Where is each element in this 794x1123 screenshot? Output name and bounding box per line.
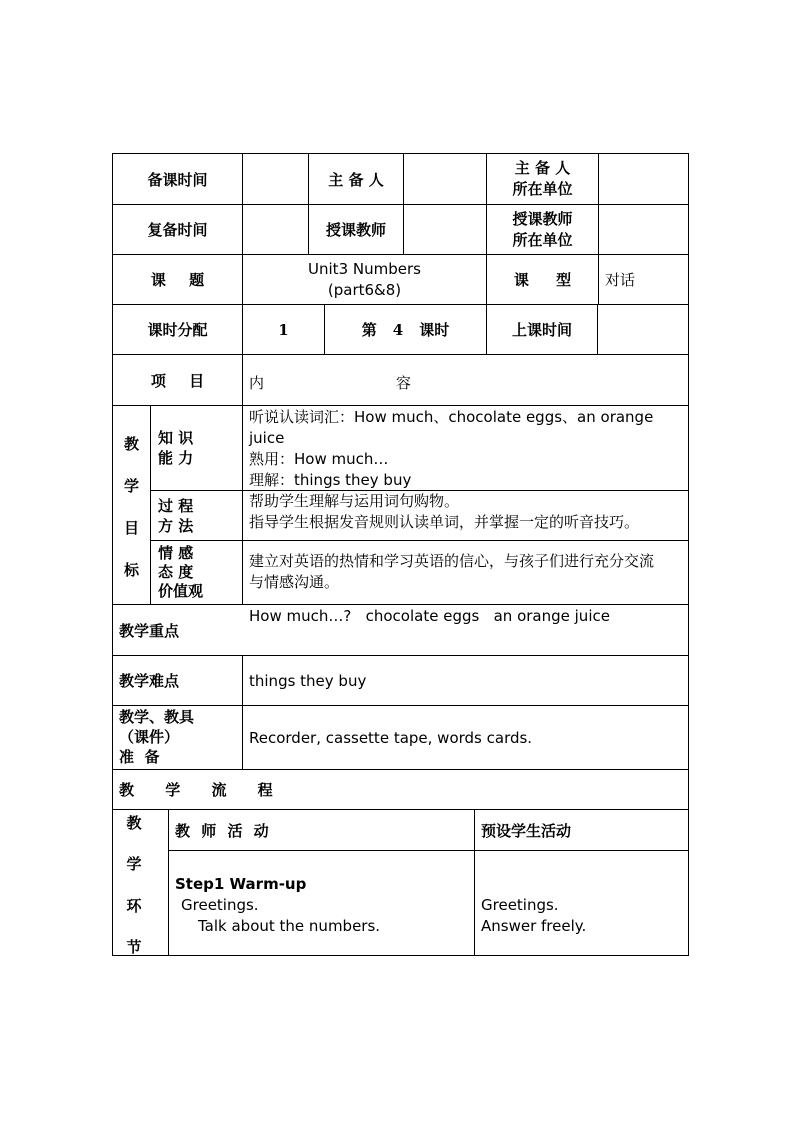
- knowledge-line-1: 听说认读词汇：How much、chocolate eggs、an orange: [249, 408, 654, 426]
- goals-side-char-1: 教: [123, 435, 139, 453]
- lesson-number-suffix: 课时: [419, 321, 450, 339]
- process-line-2: 指导学生根据发音规则认读单词，并掌握一定的听音技巧。: [249, 513, 640, 531]
- emotion-content: [249, 551, 687, 601]
- type-label: 课 型: [513, 271, 572, 289]
- teacher-unit-value[interactable]: [599, 205, 688, 254]
- goals-side-char-3: 目: [123, 519, 139, 537]
- type-value: 对话: [605, 271, 636, 289]
- topic-value: [243, 255, 486, 304]
- prep-time-label: 备课时间: [147, 170, 208, 189]
- student-activity-header: 预设学生活动: [481, 821, 572, 840]
- emotion-label-line-1: 情 感: [158, 544, 194, 562]
- teacher-value[interactable]: [404, 205, 486, 254]
- class-time-label: 上课时间: [511, 321, 572, 339]
- goals-side-char-2: 学: [123, 477, 139, 495]
- lead-unit-label-line-1: 主 备 人: [514, 159, 571, 177]
- student-activity-content: [481, 895, 687, 945]
- lead-unit-value[interactable]: [599, 154, 688, 204]
- table-border-bottom: [112, 955, 689, 956]
- lesson-number-value: 4: [392, 320, 404, 339]
- review-time-value[interactable]: [243, 205, 308, 254]
- goals-side-label: [113, 406, 150, 604]
- content-label-1: 内: [249, 374, 265, 392]
- step-title: Step1 Warm-up: [175, 875, 307, 893]
- topic-label: 课 题: [150, 271, 205, 289]
- prep-materials-line-1: 教学、教具: [119, 708, 195, 726]
- hours-label: 课时分配: [147, 321, 208, 339]
- knowledge-label-line-2: 能 力: [158, 449, 194, 467]
- process-label-line-2: 方 法: [158, 516, 194, 535]
- key-points-label: 教学重点: [119, 621, 180, 640]
- teacher-label: 授课教师: [325, 221, 386, 239]
- prep-materials-line-2: （课件）: [119, 728, 180, 746]
- teacher-activity-line-1: Greetings.: [181, 896, 259, 914]
- emotion-line-2: 与情感沟通。: [249, 573, 340, 591]
- prep-materials-line-3: 准 备: [119, 748, 160, 766]
- hours-value: 1: [278, 320, 289, 339]
- flow-side-char-4: 节: [126, 938, 142, 956]
- lead-unit-label: [487, 154, 598, 204]
- row-divider: [112, 604, 689, 605]
- lesson-number-prefix: 第: [361, 321, 377, 339]
- difficulty-value: things they buy: [249, 671, 367, 690]
- topic-value-line-1: Unit3 Numbers: [308, 259, 421, 278]
- flow-side-char-1: 教: [126, 814, 142, 832]
- process-content: [249, 491, 687, 540]
- teacher-unit-label-line-1: 授课教师: [512, 209, 573, 228]
- student-activity-line-1: Greetings.: [481, 896, 559, 914]
- prep-materials-label: [119, 707, 242, 769]
- emotion-label-line-2: 态 度: [158, 563, 194, 581]
- process-line-1: 帮助学生理解与运用词句购物。: [249, 492, 460, 510]
- key-points-value: How much…? chocolate eggs an orange juice: [249, 607, 610, 625]
- teaching-flow-title: 教 学 流 程: [119, 781, 273, 799]
- emotion-label-line-3: 价值观: [158, 582, 204, 600]
- teacher-unit-label: [487, 205, 598, 254]
- knowledge-label-line-1: 知 识: [158, 429, 194, 447]
- knowledge-line-4: 理解：things they buy: [249, 471, 412, 489]
- difficulty-label: 教学难点: [119, 672, 180, 690]
- teacher-unit-label-line-2: 所在单位: [512, 230, 573, 249]
- lesson-number: [325, 305, 486, 354]
- flow-side-label: [113, 810, 168, 955]
- teacher-activity-content: [175, 874, 473, 954]
- col-divider: [168, 809, 169, 956]
- emotion-label: [158, 541, 242, 604]
- process-label: [158, 491, 242, 540]
- knowledge-line-2: juice: [249, 429, 285, 447]
- topic-value-line-2: (part6&8): [327, 280, 402, 299]
- goals-side-char-4: 标: [123, 561, 139, 579]
- teacher-activity-header: 教 师 活 动: [175, 821, 269, 840]
- knowledge-label: [158, 406, 242, 490]
- student-activity-line-2: Answer freely.: [481, 917, 587, 935]
- content-label-2: 容: [396, 374, 412, 392]
- review-time-label: 复备时间: [147, 221, 208, 239]
- prep-materials-value: Recorder, cassette tape, words cards.: [249, 728, 533, 747]
- col-divider: [474, 809, 475, 956]
- flow-side-char-3: 环: [126, 897, 142, 915]
- lead-preparer-label: 主 备 人: [328, 170, 384, 189]
- process-label-line-1: 过 程: [158, 496, 194, 515]
- lead-preparer-value[interactable]: [404, 154, 486, 204]
- emotion-line-1: 建立对英语的热情和学习英语的信心，与孩子们进行充分交流: [249, 552, 655, 570]
- teacher-activity-line-2: Talk about the numbers.: [198, 917, 381, 935]
- lead-unit-label-line-2: 所在单位: [512, 180, 573, 198]
- prep-time-value[interactable]: [243, 154, 308, 204]
- col-divider: [242, 655, 243, 770]
- item-label: 项 目: [150, 371, 205, 390]
- flow-side-char-2: 学: [126, 855, 142, 873]
- class-time-value[interactable]: [598, 305, 688, 354]
- knowledge-content: [249, 407, 687, 490]
- row-divider: [168, 850, 689, 851]
- table-border-right: [688, 153, 689, 956]
- col-divider: [150, 405, 151, 605]
- knowledge-line-3: 熟用：How much…: [249, 450, 389, 468]
